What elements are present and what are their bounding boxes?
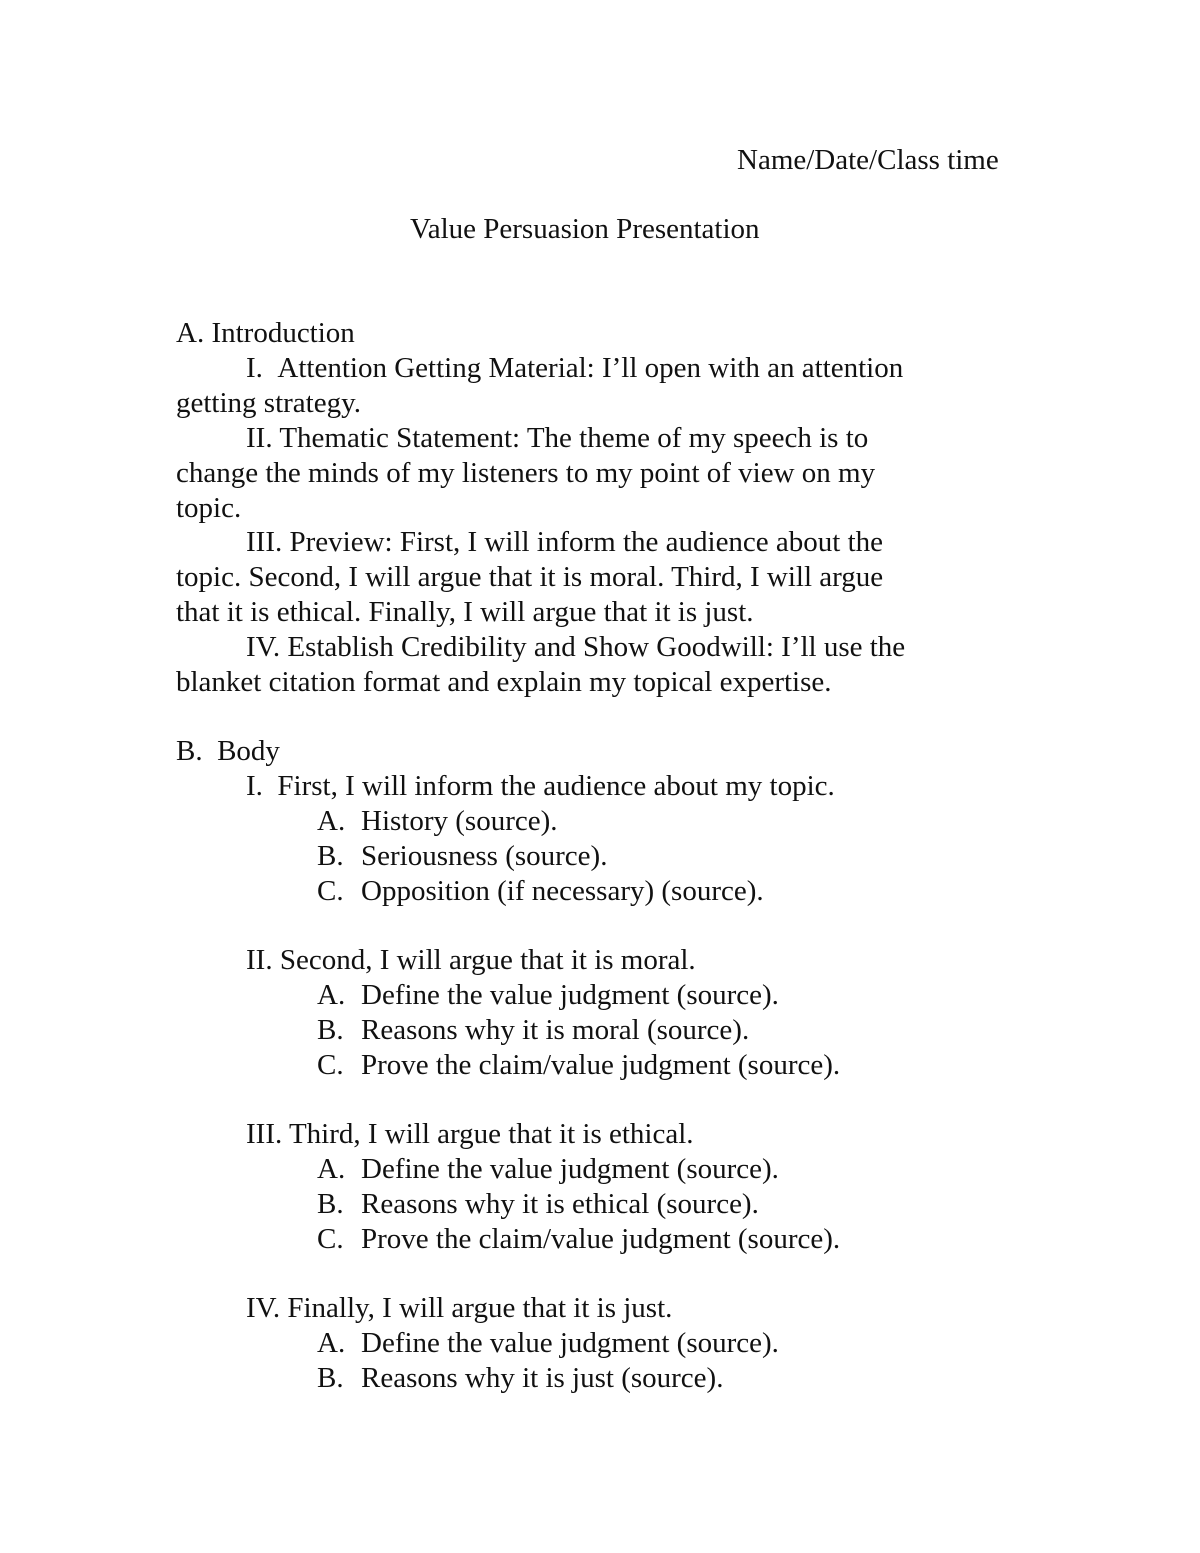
intro-item-thematic: [246, 421, 868, 456]
sub-point-marker: A.: [317, 1327, 346, 1359]
section-text: Finally, I will argue that it is just.: [287, 1292, 673, 1324]
sub-point: [317, 1187, 759, 1222]
sub-point: [317, 1326, 779, 1361]
sub-point-text: Prove the claim/value judgment (source).: [361, 1223, 841, 1255]
intro-item-attention: [246, 351, 903, 386]
section-text: Second, I will argue that it is moral.: [279, 944, 696, 976]
intro-item-marker: IV.: [246, 631, 281, 663]
body-heading-text: Body: [217, 735, 280, 767]
sub-point: [317, 839, 607, 874]
body-section-ethical: [246, 1117, 694, 1152]
sub-point-text: Seriousness (source).: [361, 840, 608, 872]
intro-item-continuation: blanket citation format and explain my topical expertise.: [176, 666, 832, 698]
sub-point: [317, 874, 764, 909]
intro-item-marker: II.: [246, 422, 273, 454]
sub-point-marker: C.: [317, 875, 344, 907]
section-text: Third, I will argue that it is ethical.: [288, 1118, 694, 1150]
sub-point: [317, 1361, 723, 1396]
intro-item-continuation: getting strategy.: [176, 387, 361, 419]
sub-point: [317, 804, 558, 839]
section-text: First, I will inform the audience about my topic.: [277, 770, 835, 802]
sub-point-marker: B.: [317, 840, 344, 872]
intro-item-text: Preview: First, I will inform the audience about the: [289, 526, 884, 558]
sub-point: [317, 1013, 749, 1048]
introduction-heading: A. Introduction: [176, 317, 355, 349]
sub-point-text: Prove the claim/value judgment (source).: [361, 1049, 841, 1081]
sub-point-text: Reasons why it is just (source).: [361, 1362, 724, 1394]
intro-item-continuation: that it is ethical. Finally, I will argue that it is just.: [176, 596, 754, 628]
sub-point-text: Opposition (if necessary) (source).: [361, 875, 764, 907]
sub-point-marker: A.: [317, 1153, 346, 1185]
sub-point: [317, 1222, 840, 1257]
intro-item-credibility: [246, 630, 905, 665]
sub-point: [317, 1048, 840, 1083]
document-title: Value Persuasion Presentation: [410, 213, 760, 245]
section-marker: III.: [246, 1118, 283, 1150]
intro-item-text: Attention Getting Material: I’ll open with an attention: [277, 352, 904, 384]
body-section-moral: [246, 943, 696, 978]
sub-point-marker: A.: [317, 805, 346, 837]
intro-item-marker: III.: [246, 526, 283, 558]
sub-point-marker: C.: [317, 1223, 344, 1255]
intro-item-text: Establish Credibility and Show Goodwill: I’ll use the: [287, 631, 906, 663]
sub-point-marker: A.: [317, 979, 346, 1011]
body-section-inform: [246, 769, 835, 804]
section-marker: IV.: [246, 1292, 281, 1324]
body-heading: [176, 734, 280, 769]
sub-point-marker: B.: [317, 1362, 344, 1394]
sub-point-text: History (source).: [361, 805, 558, 837]
intro-item-text: Thematic Statement: The theme of my speech is to: [279, 422, 869, 454]
intro-item-continuation: topic.: [176, 492, 242, 524]
sub-point: [317, 1152, 779, 1187]
sub-point-marker: B.: [317, 1188, 344, 1220]
sub-point-marker: C.: [317, 1049, 344, 1081]
intro-item-continuation: topic. Second, I will argue that it is moral. Third, I will argue: [176, 561, 884, 593]
sub-point-text: Reasons why it is moral (source).: [361, 1014, 750, 1046]
body-heading-marker: B.: [176, 735, 203, 767]
sub-point-text: Define the value judgment (source).: [361, 979, 779, 1011]
sub-point: [317, 978, 779, 1013]
sub-point-marker: B.: [317, 1014, 344, 1046]
sub-point-text: Define the value judgment (source).: [361, 1327, 779, 1359]
section-marker: I.: [246, 770, 263, 802]
body-section-just: [246, 1291, 672, 1326]
intro-item-continuation: change the minds of my listeners to my point of view on my: [176, 457, 876, 489]
sub-point-text: Reasons why it is ethical (source).: [361, 1188, 759, 1220]
intro-item-marker: I.: [246, 352, 263, 384]
intro-item-preview: [246, 525, 883, 560]
name-date-class-line: Name/Date/Class time: [737, 144, 999, 176]
section-marker: II.: [246, 944, 273, 976]
sub-point-text: Define the value judgment (source).: [361, 1153, 779, 1185]
